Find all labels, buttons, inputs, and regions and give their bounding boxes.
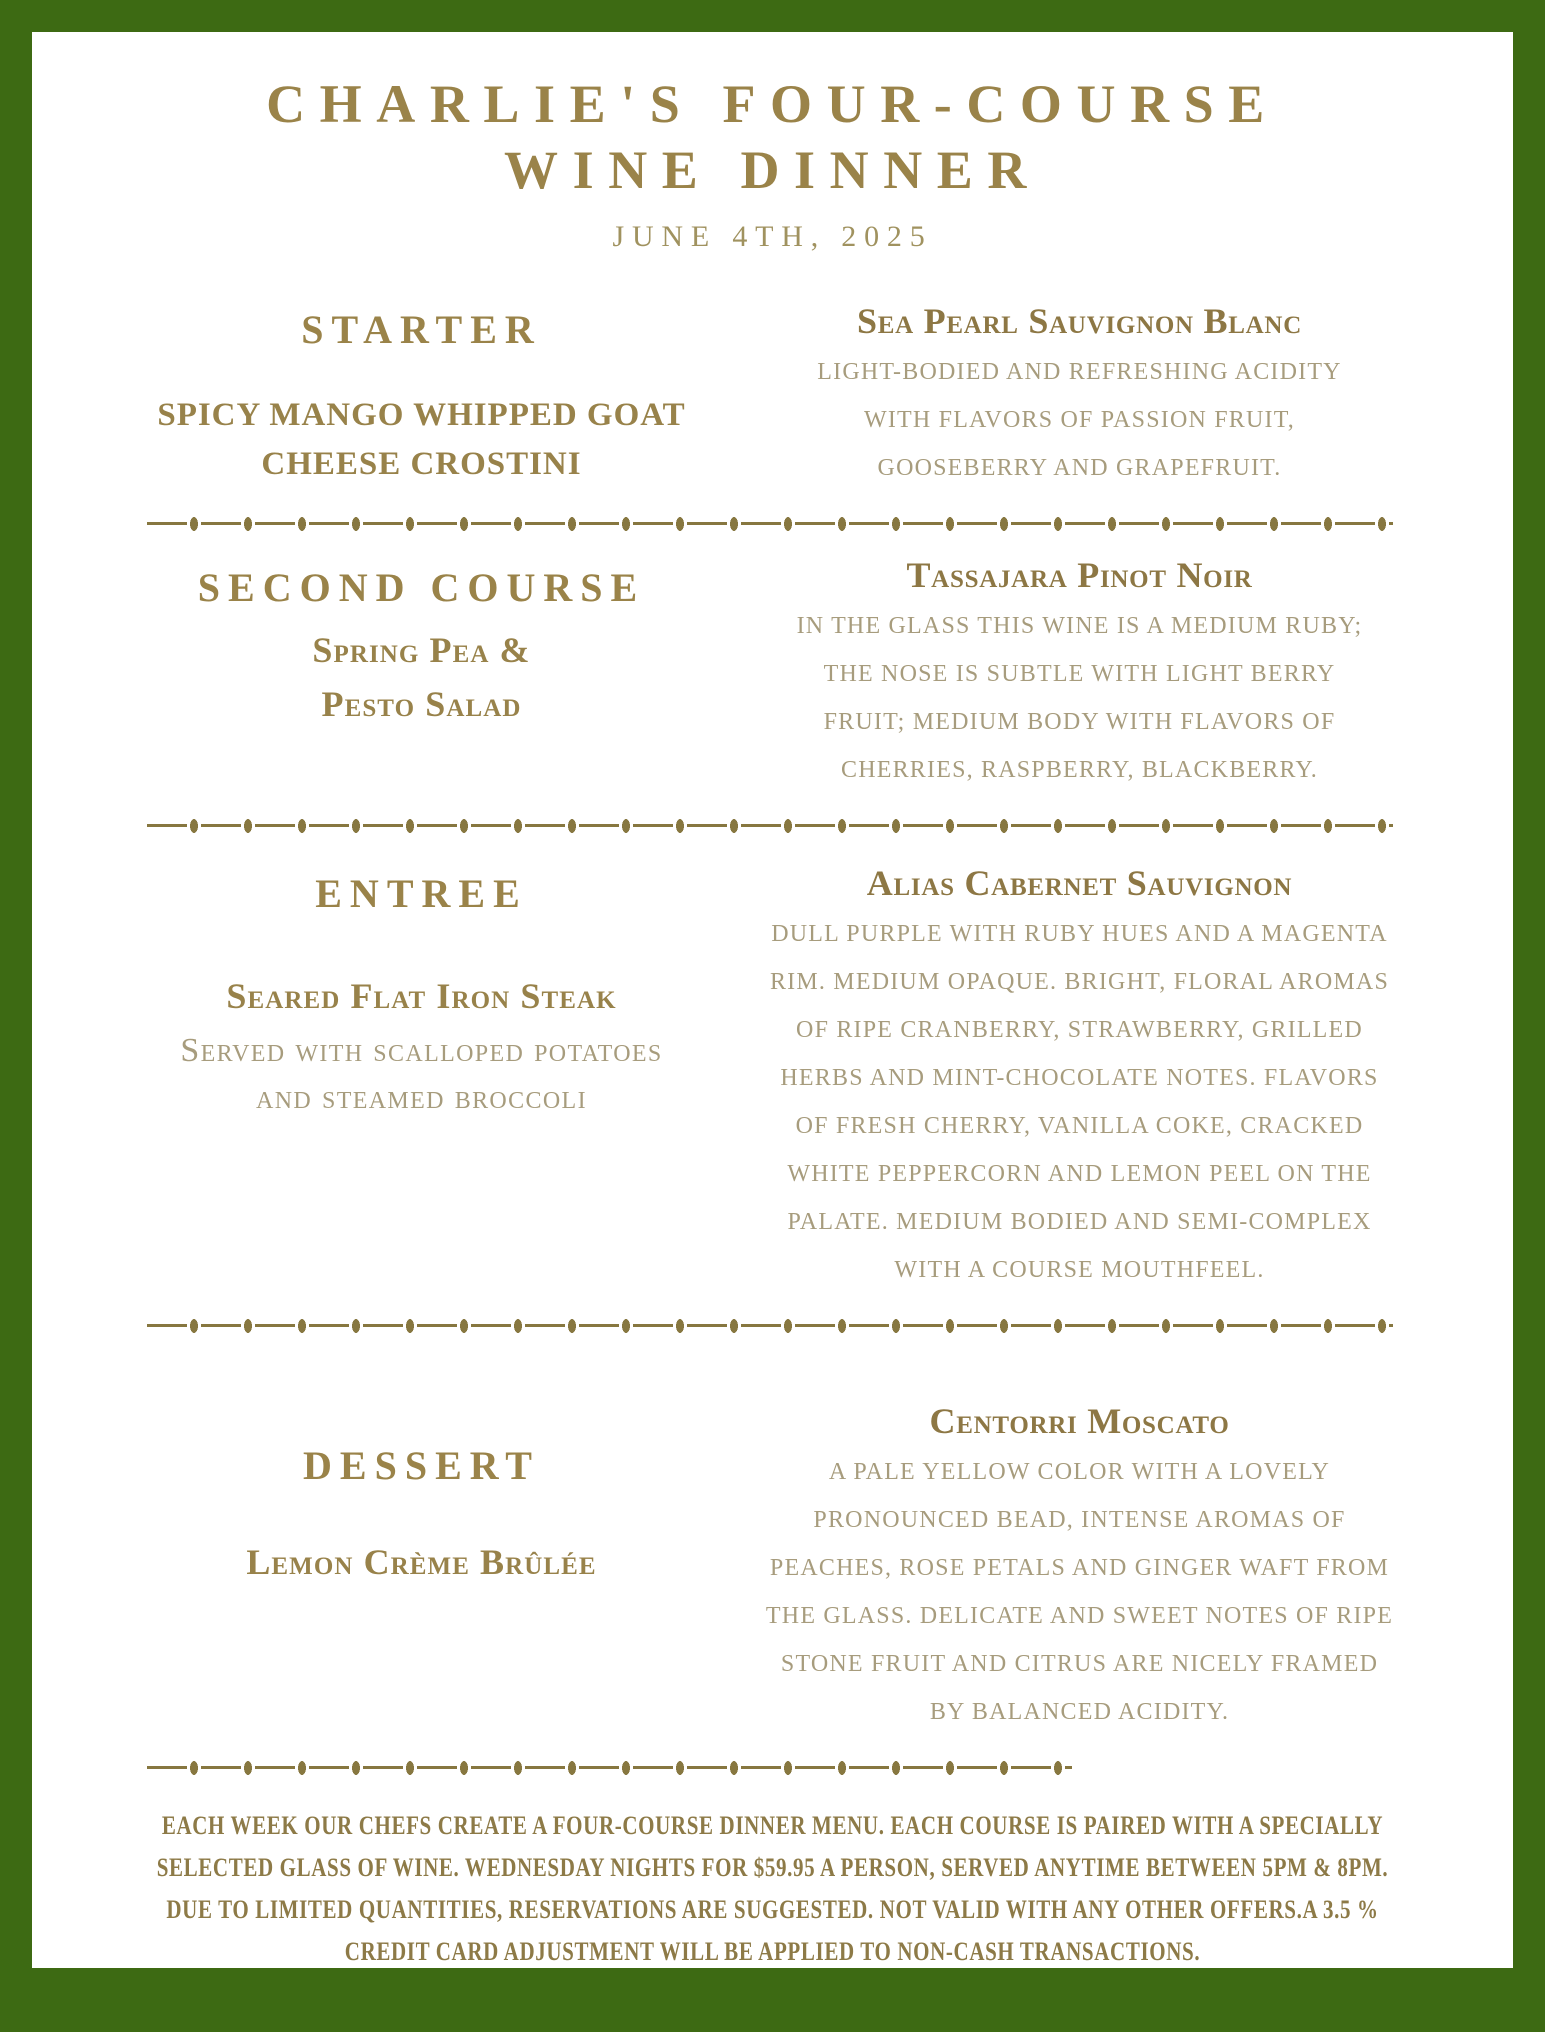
course-right-column (721, 554, 1513, 794)
text-line: THE NOSE IS SUBTLE WITH LIGHT BERRY (823, 660, 1336, 687)
dish-name (122, 1535, 721, 1589)
text-line: DUE TO LIMITED QUANTITIES, RESERVATIONS ARE SUGGESTED. NOT VALID WITH ANY OTHER OFFERS.A 3.5 % (166, 1893, 1379, 1925)
wine-name: Tassajara Pinot Noir (906, 554, 1253, 595)
text-line: PEACHES, ROSE PETALS AND GINGER WAFT FROM (769, 1554, 1390, 1581)
text-line: IN THE GLASS THIS WINE IS A MEDIUM RUBY; (796, 612, 1363, 639)
text-line: Served with scalloped potatoes (180, 1031, 663, 1069)
menu-date: JUNE 4TH, 2025 (612, 219, 933, 253)
text-line: CHERRIES, RASPBERRY, BLACKBERRY. (841, 756, 1318, 783)
text-line: LIGHT-BODIED AND REFRESHING ACIDITY (817, 358, 1342, 385)
text-line: CREDIT CARD ADJUSTMENT WILL BE APPLIED TO NON-CASH TRANSACTIONS. (344, 1935, 1201, 1967)
wine-name: Sea Pearl Sauvignon Blanc (857, 300, 1302, 341)
dashed-divider (147, 1318, 1393, 1334)
wine-name: Alias Cabernet Sauvignon (866, 862, 1293, 903)
text-line: GOOSEBERRY AND GRAPEFRUIT. (877, 454, 1282, 481)
text-line: DULL PURPLE WITH RUBY HUES AND A MAGENTA (771, 920, 1388, 947)
dish-name (122, 623, 721, 731)
menu-header (32, 32, 1513, 254)
text-line: PALATE. MEDIUM BODIED AND SEMI-COMPLEX (787, 1208, 1372, 1235)
course-heading: SECOND COURSE (197, 564, 646, 610)
text-line: WITH A COURSE MOUTHFEEL. (894, 1256, 1265, 1283)
text-line: Seared Flat Iron Steak (226, 975, 617, 1016)
dashed-divider (147, 1760, 1072, 1776)
text-line: HERBS AND MINT-CHOCOLATE NOTES. FLAVORS (780, 1064, 1379, 1091)
text-line: BY BALANCED ACIDITY. (929, 1698, 1230, 1725)
wine-description (721, 348, 1438, 492)
dish-name (122, 391, 721, 490)
course-section-starter (32, 300, 1513, 492)
dish-description (122, 1027, 721, 1122)
text-line: Lemon Crème Brûlée (246, 1541, 597, 1582)
text-line: CHEESE CROSTINI (261, 446, 582, 483)
text-line: Spring Pea & (312, 629, 531, 670)
course-heading: ENTREE (315, 870, 528, 916)
course-heading: STARTER (301, 306, 542, 352)
course-section-entree (32, 862, 1513, 1294)
menu-title-line2: WINE DINNER (504, 139, 1041, 200)
course-section-dessert (32, 1360, 1513, 1736)
wine-description (721, 1448, 1438, 1736)
text-line: WITH FLAVORS OF PASSION FRUIT, (864, 406, 1295, 433)
course-section-second-course (32, 554, 1513, 794)
text-line: THE GLASS. DELICATE AND SWEET NOTES OF RIPE (765, 1602, 1394, 1629)
text-line: OF RIPE CRANBERRY, STRAWBERRY, GRILLED (796, 1016, 1363, 1043)
dish-name (122, 969, 721, 1023)
wine-name: Centorri Moscato (929, 1400, 1230, 1441)
course-left-column (32, 554, 721, 794)
wine-description (721, 602, 1438, 794)
menu-title (32, 72, 1513, 204)
text-line: OF FRESH CHERRY, VANILLA COKE, CRACKED (795, 1112, 1364, 1139)
course-right-column (721, 300, 1513, 492)
menu-page (32, 32, 1513, 1968)
text-line: SPICY MANGO WHIPPED GOAT (157, 396, 686, 433)
text-line: FRUIT; MEDIUM BODY WITH FLAVORS OF (823, 708, 1336, 735)
text-line: PRONOUNCED BEAD, INTENSE AROMAS OF (813, 1506, 1346, 1533)
text-line: WHITE PEPPERCORN AND LEMON PEEL ON THE (787, 1160, 1372, 1187)
course-left-column (32, 1360, 721, 1736)
text-line: and steamed broccoli (256, 1079, 587, 1117)
course-right-column (721, 1360, 1513, 1736)
dashed-divider (147, 818, 1393, 834)
wine-description (721, 910, 1438, 1294)
menu-title-line1: CHARLIE'S FOUR-COURSE (266, 74, 1279, 134)
footer-note (32, 1804, 1513, 1968)
text-line: EACH WEEK OUR CHEFS CREATE A FOUR-COURSE DINNER MENU. EACH COURSE IS PAIRED WITH A SPECIALLY (161, 1809, 1384, 1841)
text-line: STONE FRUIT AND CITRUS ARE NICELY FRAMED (780, 1650, 1379, 1677)
text-line: SELECTED GLASS OF WINE. WEDNESDAY NIGHTS FOR $59.95 A PERSON, SERVED ANYTIME BETWEEN 5PM & 8PM. (156, 1851, 1389, 1883)
course-right-column (721, 862, 1513, 1294)
course-left-column (32, 300, 721, 492)
course-heading: DESSERT (303, 1442, 540, 1488)
dashed-divider (147, 516, 1393, 532)
text-line: Pesto Salad (321, 683, 522, 724)
text-line: A PALE YELLOW COLOR WITH A LOVELY (828, 1458, 1331, 1485)
text-line: RIM. MEDIUM OPAQUE. BRIGHT, FLORAL AROMAS (769, 968, 1390, 995)
course-left-column (32, 862, 721, 1294)
